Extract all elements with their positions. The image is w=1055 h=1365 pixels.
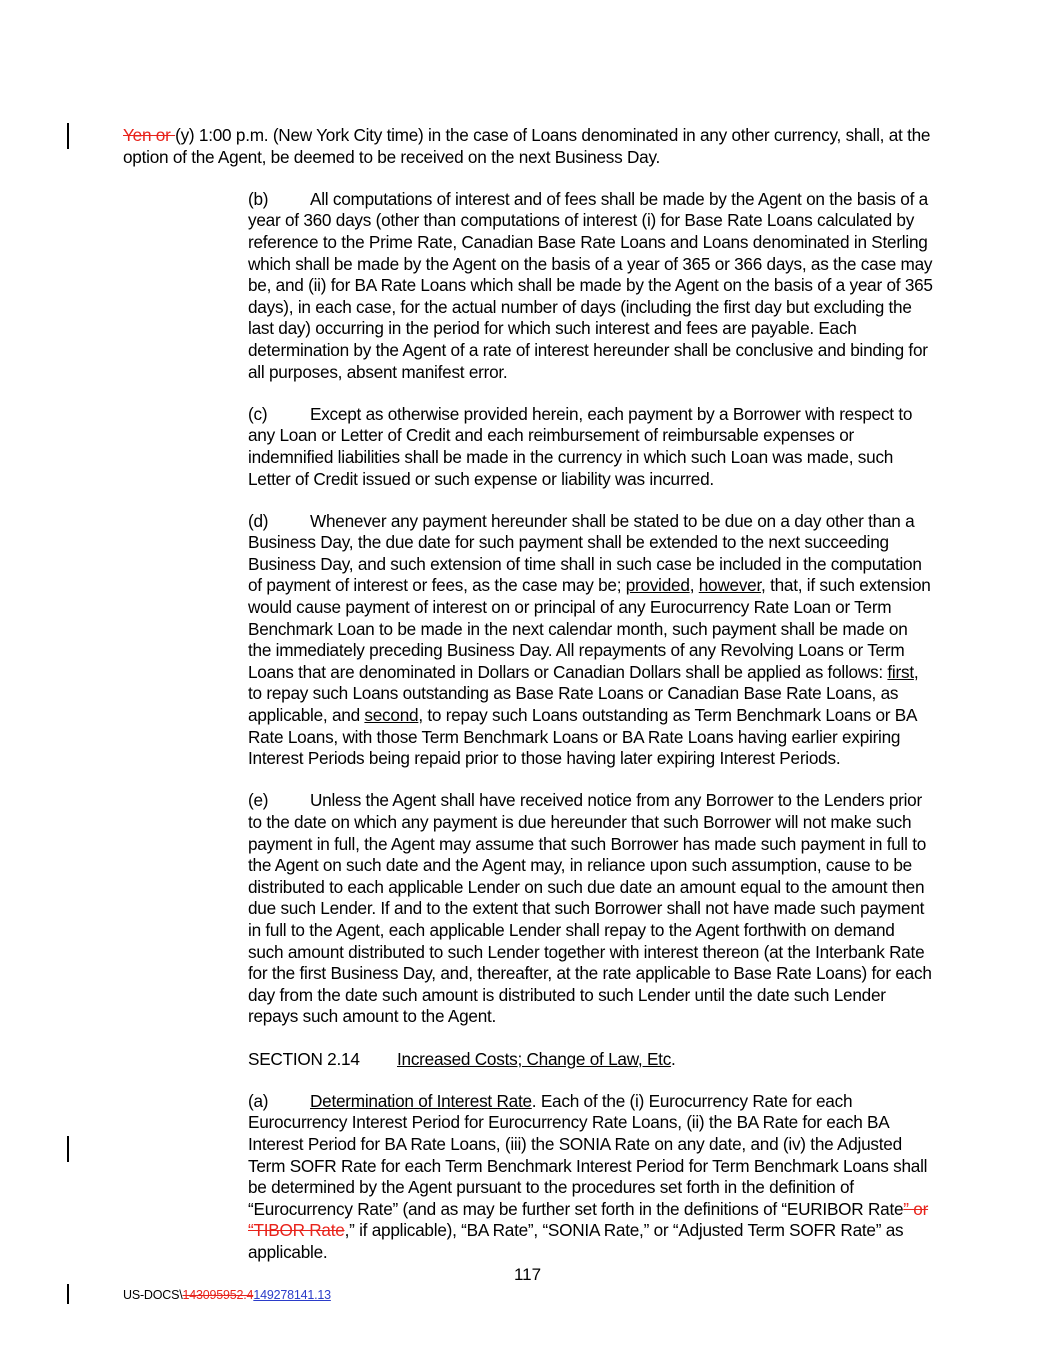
term-first: first bbox=[887, 661, 914, 682]
term-second: second bbox=[364, 705, 419, 726]
paragraph-text: , that, if such extension would cause payment of interest on or principal of any Eurocurrency Rate Loan or Term Benchmark Loan to be made in the next calendar month, such payment shall be made on the immediately preceding Business Day. All repayments of any Revolving Loans or Term Loans that are denominated in Dollars or Canadian Dollars shall be applied as follows: bbox=[248, 575, 931, 682]
inserted-doc-id: 149278141.13 bbox=[253, 1288, 331, 1302]
paragraph-text: Unless the Agent shall have received notice from any Borrower to the Lenders prior to the date on which any payment is due hereunder that such Borrower will not make such payment in full, the Agent may assume that such Borrower has made such payment in full to the Agent on such date and the Agent may, in reliance upon such assumption, cause to be distributed to each applicable Lender on such due date an amount equal to the amount then due such Lender. If and to the extent that such Borrower shall not have made such payment in full to the Agent, each applicable Lender shall repay to the Agent forthwith on demand such amount distributed to such Lender together with interest thereon (at the Interbank Rate for the first Business Day, and, thereafter, at the rate applicable to Base Rate Loans) for each day from the date such amount is distributed to such Lender until the date such Lender repays such amount to the Agent. bbox=[248, 790, 932, 1027]
change-bar-top bbox=[67, 123, 69, 149]
paragraph-intro bbox=[123, 125, 933, 168]
page-number: 117 bbox=[513, 1265, 542, 1284]
paragraph-text: . Each of the (i) Eurocurrency Rate for each Eurocurrency Interest Period for Eurocurrency Rate Loans, (ii) the BA Rate for each BA Interest Period for BA Rate Loans, (iii) the SONIA Rate on any date, and (iv) the Adjusted Term SOFR Rate for each Term Benchmark Interest Period for Term Benchmark Loans shall be determined by the Agent pursuant to the procedures set forth in the definition of “Eurocurrency Rate” (and as may be further set forth in the definitions of “EURIBOR Rate bbox=[248, 1090, 928, 1219]
document-body bbox=[123, 125, 933, 1284]
footer-prefix: US-DOCS\ bbox=[123, 1288, 183, 1302]
section-heading bbox=[123, 1049, 933, 1071]
paragraph-heading: Determination of Interest Rate bbox=[310, 1090, 532, 1111]
term-however: however bbox=[698, 575, 762, 596]
section-number: SECTION 2.14 bbox=[248, 1048, 360, 1069]
paragraph-a bbox=[123, 1091, 933, 1264]
paragraph-label: (c) bbox=[248, 403, 268, 424]
paragraph-label: (e) bbox=[248, 790, 269, 811]
deleted-text: Yen or bbox=[123, 125, 176, 145]
deleted-text: ” or “TIBOR Rate bbox=[248, 1198, 929, 1241]
change-bar-footer bbox=[67, 1284, 69, 1304]
paragraph-text: , to repay such Loans outstanding as Base Rate Loans or Canadian Base Rate Loans, as applicable, and bbox=[248, 661, 919, 726]
section-title-period: . bbox=[671, 1048, 676, 1069]
paragraph-e bbox=[123, 790, 933, 1028]
paragraph-c bbox=[123, 404, 933, 490]
paragraph-label: (b) bbox=[248, 188, 269, 209]
paragraph-text: ,” if applicable), “BA Rate”, “SONIA Rate,” or “Adjusted Term SOFR Rate” as applicable. bbox=[248, 1220, 904, 1262]
paragraph-label: (a) bbox=[248, 1090, 269, 1111]
change-bar-definitions bbox=[67, 1136, 69, 1162]
paragraph-text: Whenever any payment hereunder shall be stated to be due on a day other than a Business Day, the due date for such payment shall be extended to the next succeeding Business Day, and such extension of time shall in such case be included in the computation of payment of interest or fees, as the case may be; bbox=[248, 510, 922, 596]
paragraph-d bbox=[123, 511, 933, 770]
paragraph-text: All computations of interest and of fees shall be made by the Agent on the basis of a year of 360 days (other than computations of interest (i) for Base Rate Loans calculated by reference to the Prime Rate, Canadian Base Rate Loans and Loans denominated in Sterling which shall be made by the Agent on the basis of a year of 365 or 366 days, as the case may be, and (ii) for BA Rate Loans which shall be made by the Agent on the basis of a year of 365 days), in each case, for the actual number of days (including the first day but excluding the last day) occurring in the period for which such interest and fees are payable. Each determination by the Agent of a rate of interest hereunder shall be conclusive and binding for all purposes, absent manifest error. bbox=[248, 188, 933, 382]
section-title: Increased Costs; Change of Law, Etc bbox=[397, 1048, 672, 1069]
paragraph-text: , to repay such Loans outstanding as Term Benchmark Loans or BA Rate Loans, with those Term Benchmark Loans or BA Rate Loans having earlier expiring Interest Periods being repaid prior to those having later expiring Interest Periods. bbox=[248, 705, 917, 769]
paragraph-text: Except as otherwise provided herein, each payment by a Borrower with respect to any Loan or Letter of Credit and each reimbursement of reimbursable expenses or indemnified liabilities shall be made in the currency in which such Loan was made, such Letter of Credit issued or such expense or liability was incurred. bbox=[248, 403, 913, 489]
paragraph-text: (y) 1:00 p.m. (New York City time) in the case of Loans denominated in any other currency, shall, at the option of the Agent, be deemed to be received on the next Business Day. bbox=[123, 125, 931, 167]
term-provided: provided bbox=[625, 575, 690, 596]
paragraph-b bbox=[123, 189, 933, 383]
paragraph-label: (d) bbox=[248, 510, 269, 531]
deleted-doc-id: 143095952.4 bbox=[182, 1288, 254, 1302]
paragraph-text: , bbox=[689, 575, 699, 596]
document-id-footer bbox=[123, 1287, 331, 1303]
